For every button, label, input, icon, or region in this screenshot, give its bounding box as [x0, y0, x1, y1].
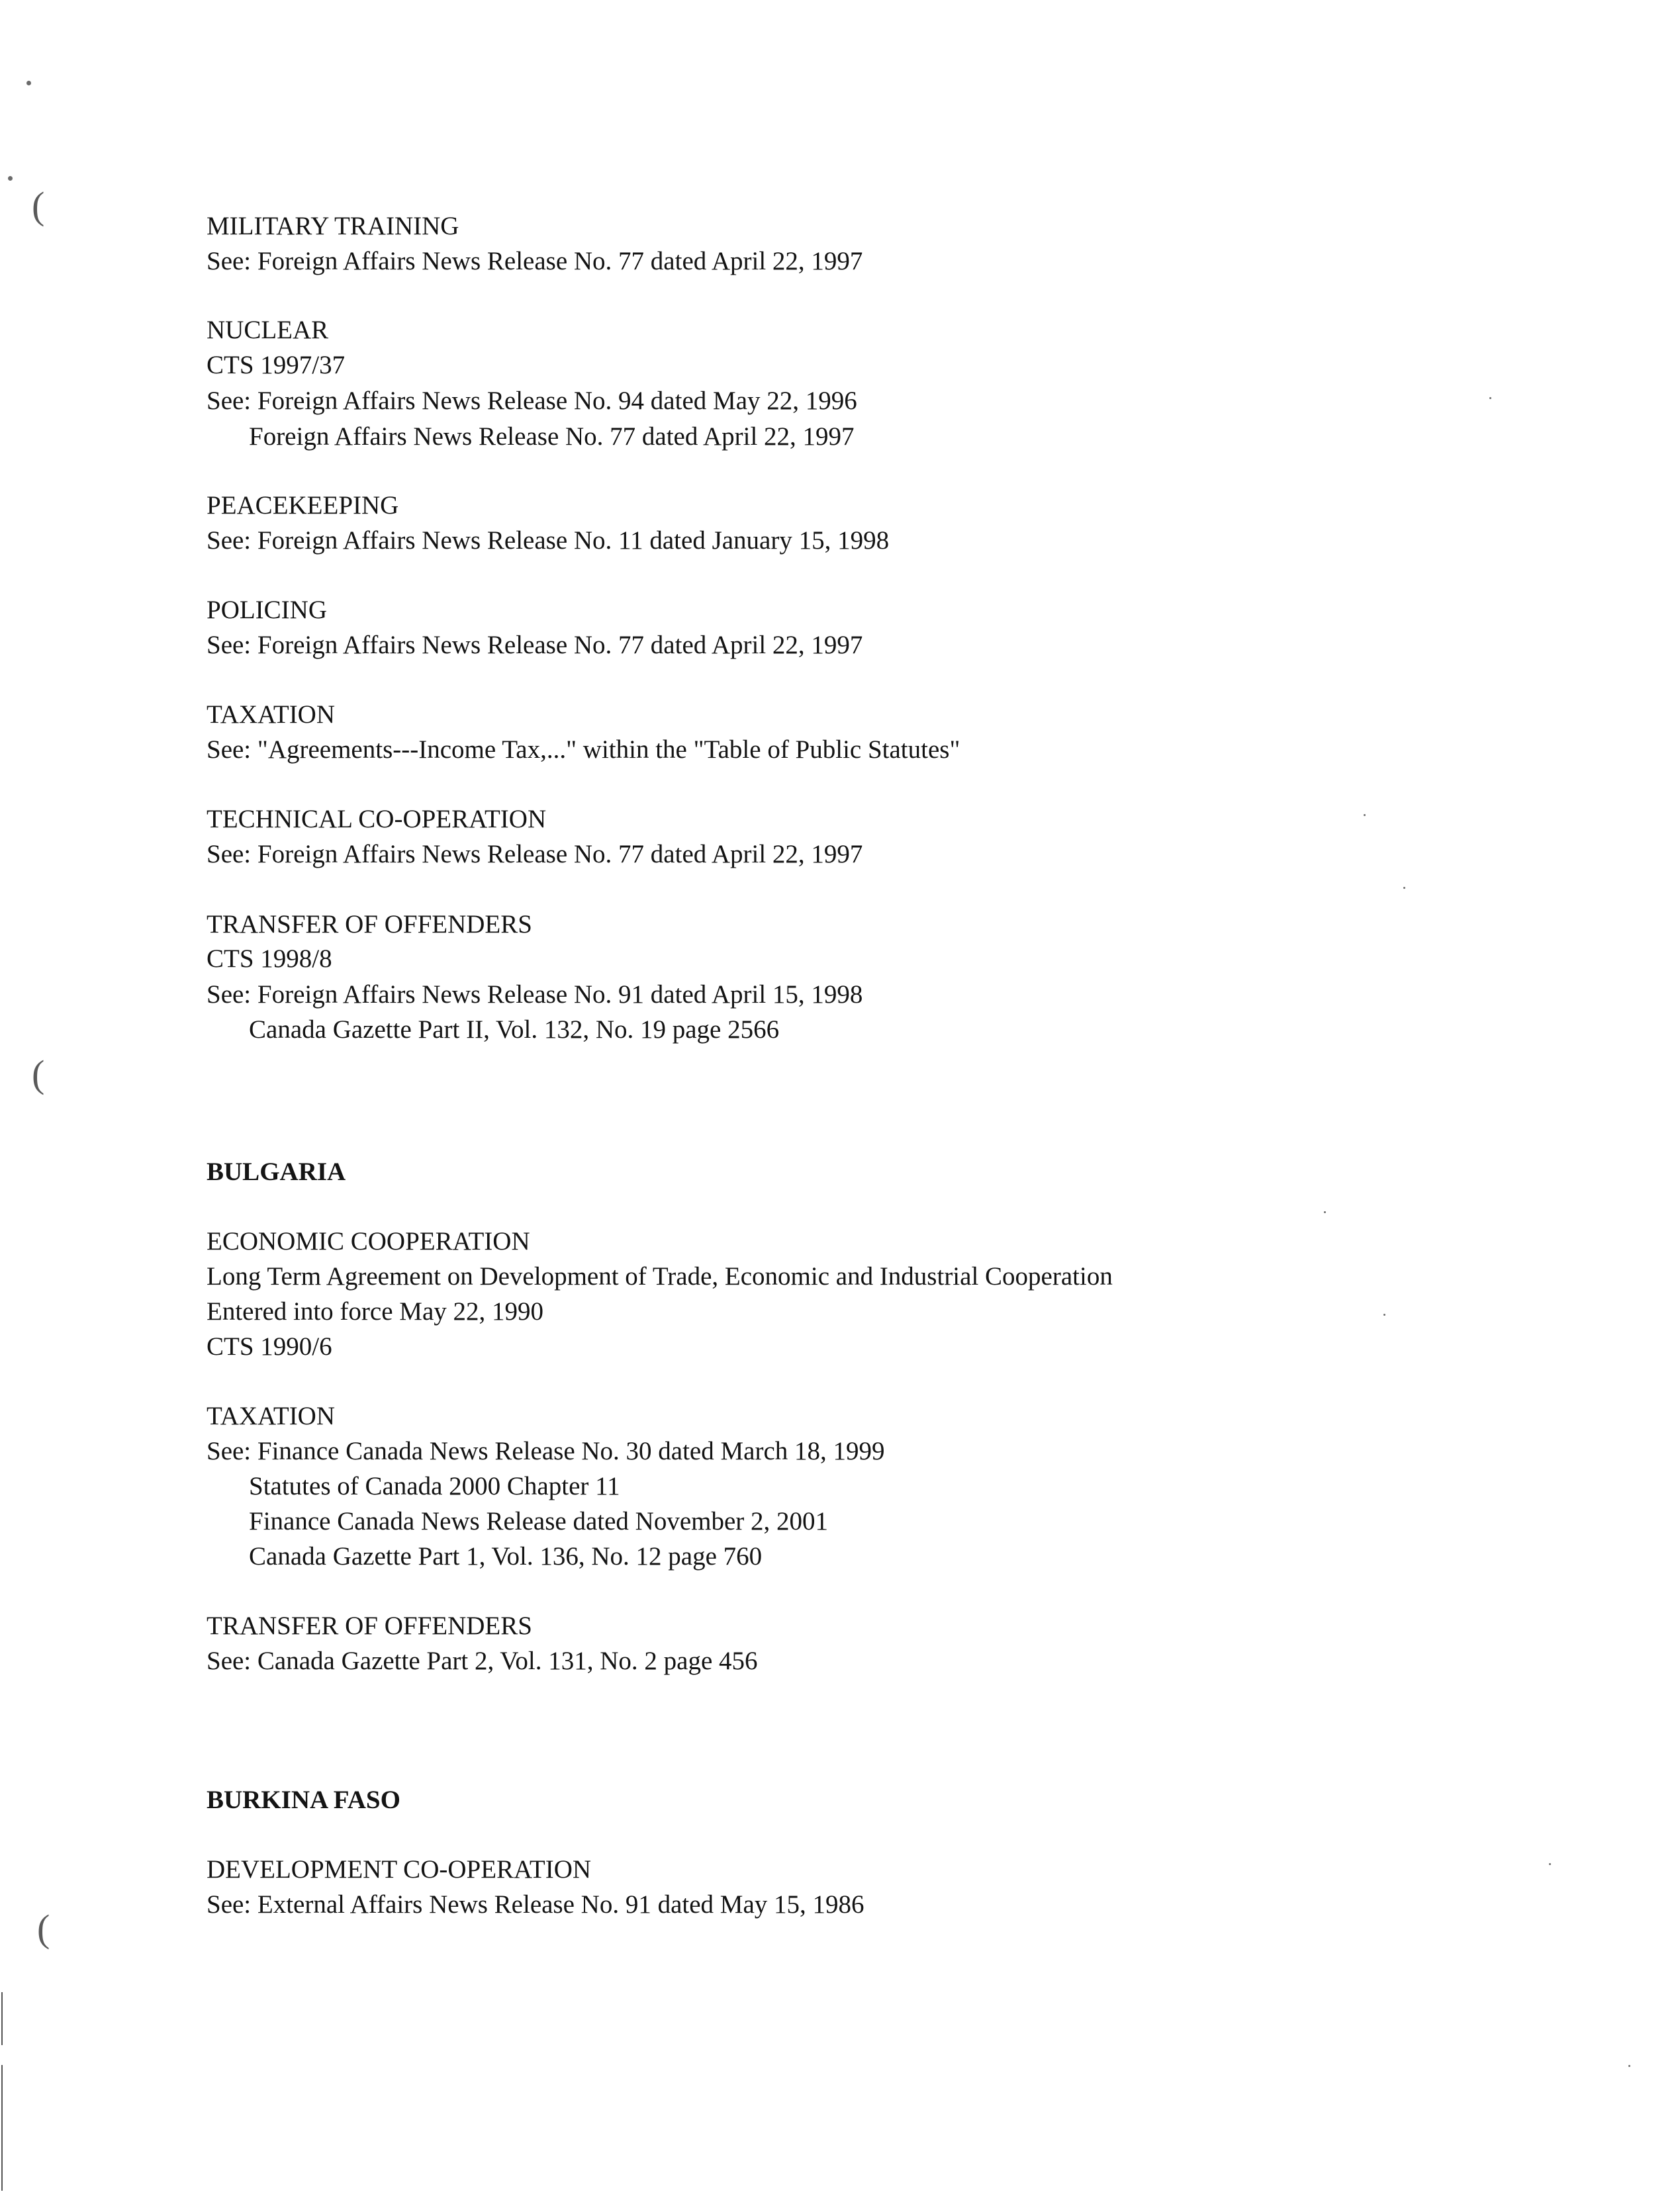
section-heading: ECONOMIC COOPERATION	[207, 1227, 530, 1256]
reference-line: See: Finance Canada News Release No. 30 dated March 18, 1999	[207, 1437, 885, 1465]
reference-line: Canada Gazette Part 1, Vol. 136, No. 12 page 760	[249, 1542, 763, 1571]
section-heading: PEACEKEEPING	[207, 491, 399, 520]
section-heading: TECHNICAL CO-OPERATION	[207, 805, 547, 833]
reference-line: See: Foreign Affairs News Release No. 77 dated April 22, 1997	[207, 631, 863, 659]
reference-line: Canada Gazette Part II, Vol. 132, No. 19 page 2566	[249, 1015, 780, 1044]
reference-line: See: External Affairs News Release No. 91 dated May 15, 1986	[207, 1890, 864, 1919]
binding-mark: (	[32, 1052, 45, 1095]
reference-line: See: "Agreements---Income Tax,..." within the "Table of Public Statutes"	[207, 735, 960, 764]
section-heading: POLICING	[207, 596, 327, 624]
reference-line: See: Canada Gazette Part 2, Vol. 131, No. 2 page 456	[207, 1647, 758, 1675]
agreement-title: Long Term Agreement on Development of Trade, Economic and Industrial Cooperation	[207, 1262, 1113, 1291]
section-heading: TRANSFER OF OFFENDERS	[207, 1612, 532, 1640]
page-edge-shadow	[1, 1992, 3, 2045]
scan-speck	[1403, 887, 1405, 889]
section-heading: TAXATION	[207, 700, 336, 729]
cts-reference: CTS 1998/8	[207, 944, 332, 973]
reference-line: Statutes of Canada 2000 Chapter 11	[249, 1472, 620, 1500]
binding-mark: (	[37, 1907, 50, 1950]
scan-speck	[8, 176, 13, 181]
reference-line: See: Foreign Affairs News Release No. 11 dated January 15, 1998	[207, 526, 890, 555]
cts-reference: CTS 1997/37	[207, 351, 346, 379]
scan-speck	[1489, 397, 1491, 399]
scan-speck	[26, 81, 31, 85]
scan-speck	[1364, 814, 1366, 816]
reference-line: Foreign Affairs News Release No. 77 dated April 22, 1997	[249, 422, 855, 451]
section-heading: MILITARY TRAINING	[207, 212, 459, 240]
section-heading: TAXATION	[207, 1402, 336, 1430]
cts-reference: CTS 1990/6	[207, 1332, 332, 1361]
binding-mark: (	[32, 184, 45, 227]
scan-speck	[1628, 2065, 1630, 2067]
reference-line: See: Foreign Affairs News Release No. 91 dated April 15, 1998	[207, 980, 863, 1009]
scan-speck	[1383, 1314, 1385, 1316]
reference-line: See: Foreign Affairs News Release No. 77 dated April 22, 1997	[207, 247, 863, 275]
section-heading: TRANSFER OF OFFENDERS	[207, 910, 532, 939]
section-heading: DEVELOPMENT CO-OPERATION	[207, 1855, 592, 1884]
section-heading: NUCLEAR	[207, 316, 329, 344]
reference-line: See: Foreign Affairs News Release No. 77 dated April 22, 1997	[207, 840, 863, 868]
reference-line: Finance Canada News Release dated November 2, 2001	[249, 1507, 829, 1535]
reference-line: See: Foreign Affairs News Release No. 94 dated May 22, 1996	[207, 387, 857, 415]
scan-speck	[1324, 1211, 1326, 1213]
entry-into-force: Entered into force May 22, 1990	[207, 1297, 544, 1326]
country-heading: BURKINA FASO	[207, 1786, 400, 1814]
scan-speck	[1549, 1863, 1551, 1865]
country-heading: BULGARIA	[207, 1158, 346, 1186]
page-edge-shadow	[1, 2065, 3, 2191]
